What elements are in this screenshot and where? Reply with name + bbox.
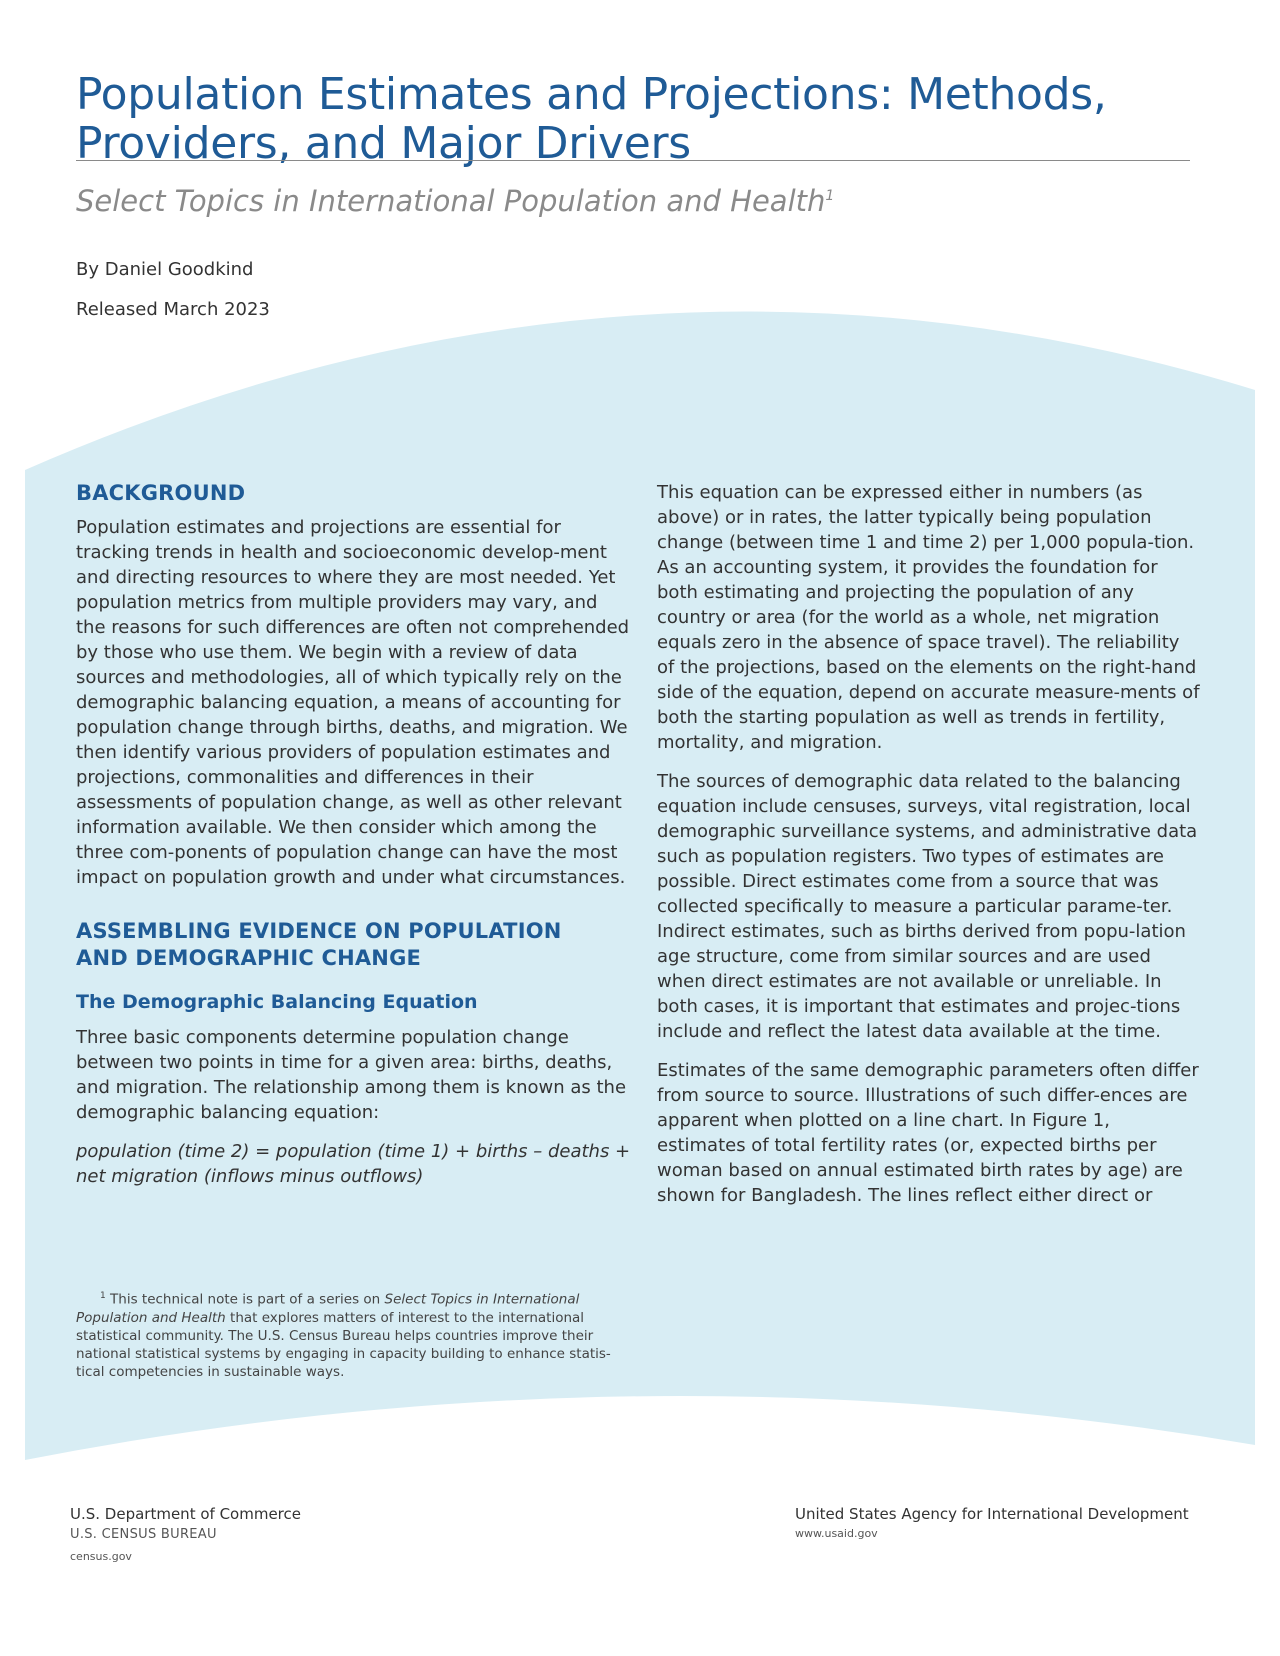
- balancing-equation: population (time 2) = population (time 1) + births – deaths + net migration (inflows minus outflows): [76, 1141, 631, 1187]
- subtitle-text: Select Topics in International Population and Health: [76, 184, 826, 218]
- footer-census-link[interactable]: census.gov: [70, 1550, 132, 1563]
- subtitle: [76, 184, 834, 218]
- background-heading: BACKGROUND: [76, 481, 246, 505]
- data-sources-paragraph: The sources of demographic data related to the balancing equation include censuses, surveys, vital registration, local demographic surveillance systems, and administrative data such as population registers. Two types of estimates are possible. Direct estimates come from a source that was collected specifically to measure a particular parame-ter. Indirect estimates, such as births derived from popu-lation age structure, come from similar sources and are used when direct estimates are not available or unreliable. In both cases, it is important that estimates and projec-tions include and reflect the latest data available at the time.: [657, 771, 1198, 1042]
- evidence-heading-line-1: ASSEMBLING EVIDENCE ON POPULATION: [76, 919, 562, 943]
- footnote-mark: 1: [100, 1291, 106, 1301]
- title-divider: [76, 160, 1190, 161]
- footnote-lead: This technical note is part of a series on: [110, 1291, 381, 1308]
- footnote-rest: that explores matters of interest to the international statistical community. The U.S. Census Bureau helps countries improve their national statistical systems by engaging in capacity building to enhance statis-tical competencies in sustainable ways.: [76, 1309, 611, 1380]
- title-line-1: Population Estimates and Projections: Methods,: [76, 69, 1107, 120]
- equation-explanation-paragraph: This equation can be expressed either in numbers (as above) or in rates, the latter typically being population change (between time 1 and time 2) per 1,000 popula-tion. As an accounting system, it provides the foundation for both estimating and projecting the population of any country or area (for the world as a whole, net migration equals zero in the absence of space travel). The reliability of the projections, based on the elements on the right-hand side of the equation, depend on accurate measure-ments of both the starting population as well as trends in fertility, mortality, and migration.: [657, 482, 1200, 753]
- evidence-heading: [76, 918, 632, 972]
- footnote-series-name: Select Topics in International Population and Health: [76, 1291, 580, 1326]
- subtitle-footnote-mark: 1: [825, 188, 835, 204]
- footer-usaid: United States Agency for International Development: [795, 1505, 1189, 1523]
- footer-census-bureau: U.S. CENSUS BUREAU: [70, 1527, 217, 1542]
- footnote: [76, 1287, 636, 1381]
- page-title: [76, 70, 1186, 168]
- right-column: [657, 480, 1202, 1222]
- left-column: [76, 480, 632, 1203]
- background-paragraph: Population estimates and projections are essential for tracking trends in health and socioeconomic develop-ment and directing resources to where they are most needed. Yet population metrics from multiple providers may vary, and the reasons for such differences are often not comprehended by those who use them. We begin with a review of data sources and methodologies, all of which typically rely on the demographic balancing equation, a means of accounting for population change through births, deaths, and migration. We then identify various providers of population estimates and projections, commonalities and differences in their assessments of population change, as well as other relevant information available. We then consider which among the three com-ponents of population change can have the most impact on population growth and under what circumstances.: [76, 517, 630, 888]
- release-date: Released March 2023: [76, 299, 270, 320]
- footer-commerce: U.S. Department of Commerce: [70, 1505, 301, 1523]
- title-line-2: Providers, and Major Drivers: [76, 118, 691, 169]
- footer-usaid-link[interactable]: www.usaid.gov: [795, 1527, 878, 1540]
- author: By Daniel Goodkind: [76, 259, 254, 280]
- equation-intro-paragraph: Three basic components determine population change between two points in time for a given area: births, deaths, and migration. The relationship among them is known as the demographic balancing equation:: [76, 1027, 627, 1123]
- estimate-differences-paragraph: Estimates of the same demographic parameters often differ from source to source. Illustrations of such differ-ences are apparent when plotted on a line chart. In Figure 1, estimates of total fertility rates (or, expected births per woman based on annual estimated birth rates by age) are shown for Bangladesh. The lines reflect either direct or: [657, 1060, 1199, 1206]
- evidence-heading-line-2: AND DEMOGRAPHIC CHANGE: [76, 946, 422, 970]
- equation-heading: The Demographic Balancing Equation: [76, 991, 478, 1013]
